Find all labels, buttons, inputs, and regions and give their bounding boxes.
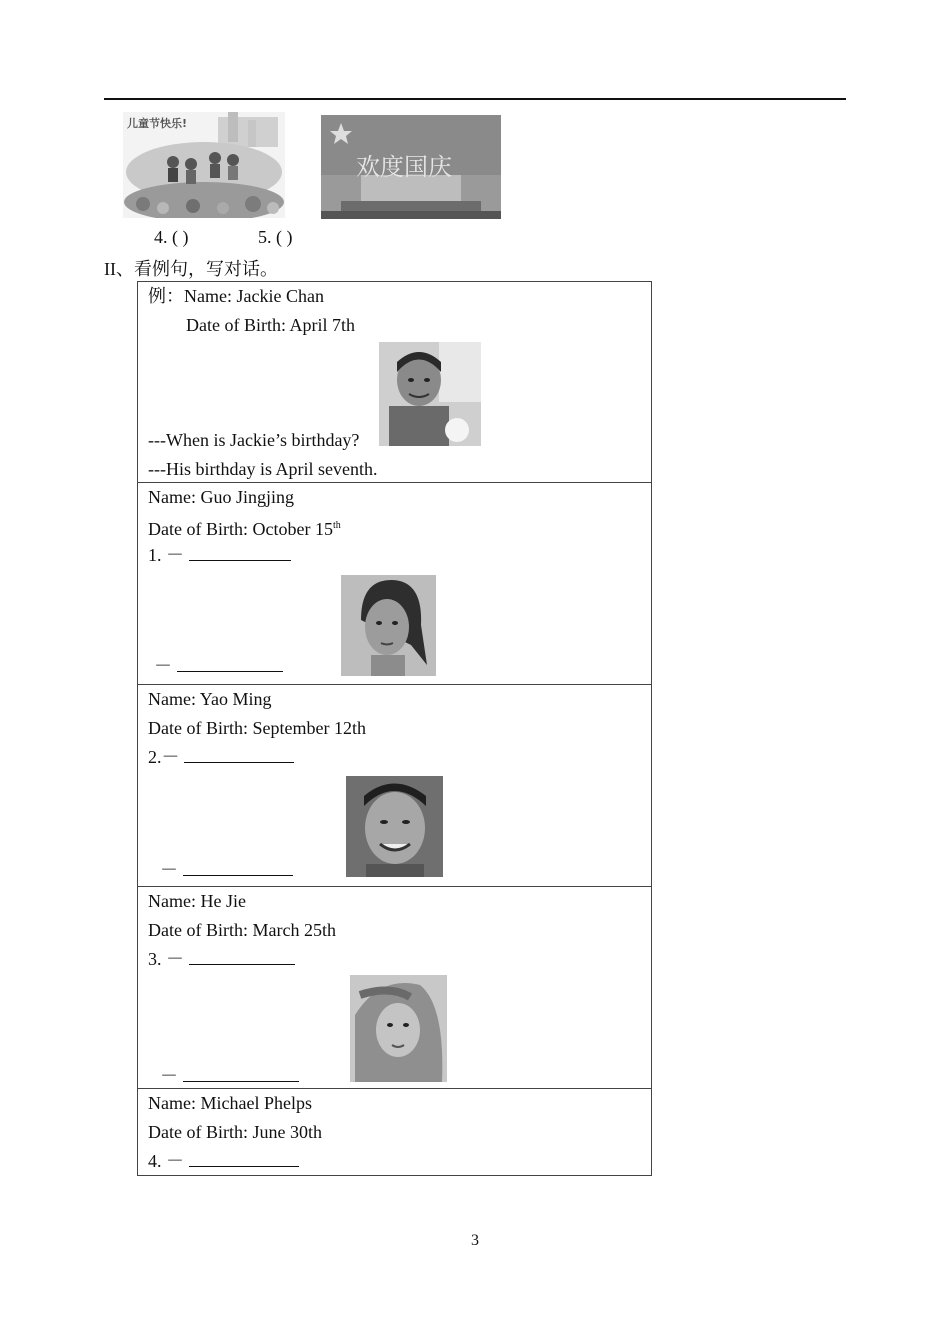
answer-blank[interactable]: [189, 1150, 299, 1167]
row-3-question-line: 3. －: [148, 948, 295, 970]
answer-blank[interactable]: [177, 655, 283, 672]
national-day-banner-text: 欢度国庆: [356, 153, 452, 181]
row-3-dob: Date of Birth: March 25th: [148, 920, 336, 940]
row-4-dob: Date of Birth: June 30th: [148, 1122, 322, 1142]
national-day-image: [321, 115, 501, 219]
row-3-name: Name: He Jie: [148, 891, 246, 911]
childrens-day-banner-text: 儿童节快乐!: [127, 117, 188, 130]
dialogue-row-3: [138, 887, 652, 1089]
dialogue-row-2: [138, 685, 652, 887]
dialogue-row-4: [138, 1089, 652, 1176]
example-dob: Date of Birth: April 7th: [186, 315, 355, 335]
row-2-dob: Date of Birth: September 12th: [148, 718, 366, 738]
row-2-answer-line: －: [160, 859, 293, 881]
example-row: [138, 282, 652, 483]
row-1-name: Name: Guo Jingjing: [148, 487, 294, 507]
row-3-answer-line: －: [160, 1065, 299, 1087]
row-4-name: Name: Michael Phelps: [148, 1093, 312, 1113]
row-1-question-line: 1. －: [148, 544, 291, 566]
guo-jingjing-photo: [341, 575, 436, 676]
row-2-question-line: 2.－: [148, 746, 294, 768]
row-1-dob: Date of Birth: October 15th: [148, 519, 341, 539]
answer-blank[interactable]: [189, 948, 295, 965]
question-5-label: 5. ( ): [258, 227, 293, 247]
question-4-label: 4. ( ): [154, 227, 189, 247]
row-1-answer-line: －: [154, 655, 283, 677]
he-jie-photo: [350, 975, 447, 1082]
dialogue-row-1: [138, 483, 652, 685]
row-4-question-line: 4. －: [148, 1150, 299, 1172]
answer-blank[interactable]: [189, 544, 291, 561]
page-number: 3: [471, 1232, 479, 1249]
section-heading: II、看例句，写对话。: [104, 259, 278, 279]
example-answer: ---His birthday is April seventh.: [148, 459, 378, 479]
example-name: 例：Name: Jackie Chan: [148, 286, 324, 306]
dialogue-table: [137, 281, 652, 1176]
childrens-day-image: [123, 112, 285, 218]
answer-blank[interactable]: [183, 1065, 299, 1082]
example-question: ---When is Jackie’s birthday?: [148, 430, 360, 450]
header-rule: [104, 98, 846, 100]
row-2-name: Name: Yao Ming: [148, 689, 272, 709]
yao-ming-photo: [346, 776, 443, 877]
answer-blank[interactable]: [184, 746, 294, 763]
answer-blank[interactable]: [183, 859, 293, 876]
jackie-chan-photo: [379, 342, 481, 446]
